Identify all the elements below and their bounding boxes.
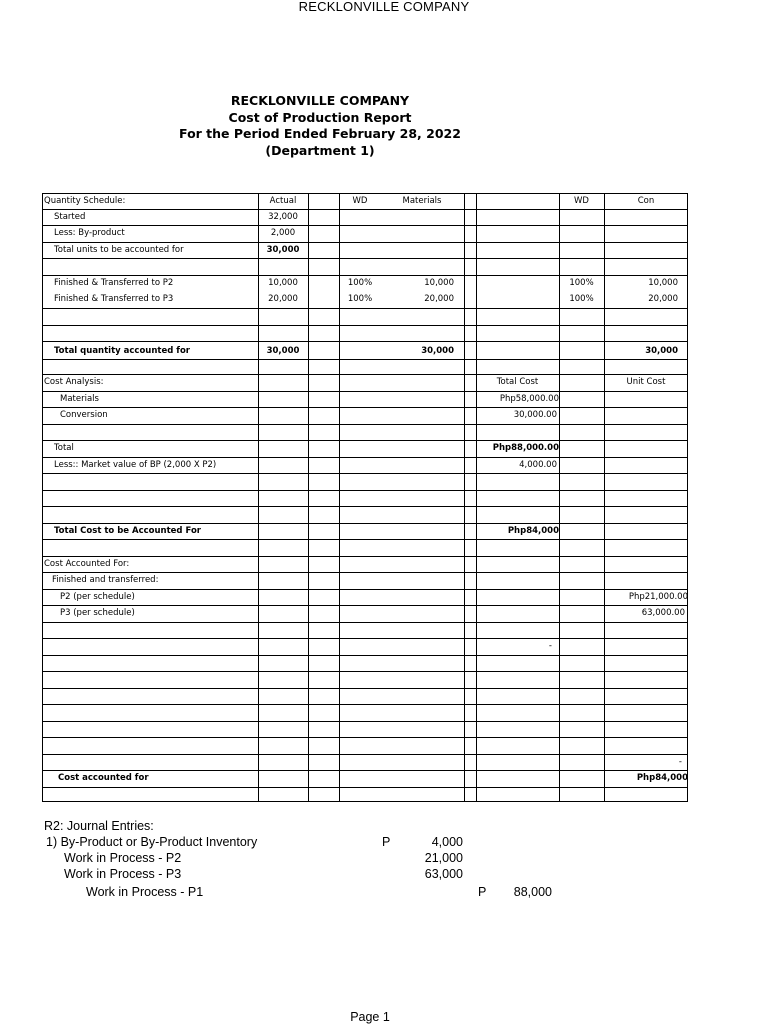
quantity-schedule-heading: Quantity Schedule:	[44, 196, 126, 206]
p3-actual: 20,000	[268, 294, 298, 304]
p2-schedule-label: P2 (per schedule)	[60, 592, 135, 602]
total-cost-to-account-label: Total Cost to be Accounted For	[54, 526, 201, 536]
cost-accounted-total-value: Php84,000	[636, 773, 688, 783]
total-quantity-accounted-label: Total quantity accounted for	[54, 346, 190, 356]
actual-header: Actual	[269, 196, 297, 206]
con-header: Con	[637, 196, 655, 206]
cost-total-label: Total	[54, 443, 74, 453]
p3-schedule-cost: 63,000.00	[641, 608, 685, 618]
credit-peso-sign: P	[478, 885, 487, 899]
p2-wd-materials: 100%	[347, 278, 373, 288]
debit-amount-wip-p2: 21,000	[424, 851, 463, 865]
p2-wd-conversion: 100%	[569, 278, 594, 288]
running-header: RECKLONVILLE COMPANY	[298, 0, 470, 14]
p3-con: 20,000	[648, 294, 678, 304]
total-quantity-materials: 30,000	[421, 346, 454, 356]
entry-byproduct-inventory: 1) By-Product or By-Product Inventory	[46, 835, 258, 849]
total-quantity-actual: 30,000	[266, 346, 300, 356]
entry-wip-p3: Work in Process - P3	[64, 867, 182, 881]
total-units-label: Total units to be accounted for	[54, 245, 184, 255]
unit-cost-header: Unit Cost	[626, 377, 666, 387]
cost-accounted-total-label: Cost accounted for	[58, 773, 149, 783]
report-name: Cost of Production Report	[228, 109, 412, 125]
materials-total-cost: Php58,000.00	[499, 394, 559, 404]
byproduct-label: Less: By-product	[54, 228, 125, 238]
cost-report-table	[42, 193, 688, 802]
total-units-actual: 30,000	[266, 245, 300, 255]
cost-analysis-heading: Cost Analysis:	[44, 377, 104, 387]
wd-conversion-header: WD	[574, 196, 589, 206]
report-department: (Department 1)	[265, 142, 375, 158]
journal-heading: R2: Journal Entries:	[44, 819, 154, 833]
conversion-label: Conversion	[60, 410, 108, 420]
materials-header: Materials	[402, 196, 442, 206]
debit-peso-sign: P	[382, 835, 391, 849]
p3-transferred-label: Finished & Transferred to P3	[54, 294, 174, 304]
total-cost-to-account-value: Php84,000	[507, 526, 559, 536]
total-quantity-con: 30,000	[645, 346, 678, 356]
company-name: RECKLONVILLE COMPANY	[230, 93, 410, 108]
p2-con: 10,000	[648, 278, 678, 288]
p2-schedule-cost: Php21,000.00	[628, 592, 688, 602]
conversion-total-cost: 30,000.00	[513, 410, 557, 420]
dash-unit-cost: -	[678, 757, 682, 767]
cost-accounted-heading: Cost Accounted For:	[44, 559, 130, 569]
total-cost-header: Total Cost	[496, 377, 539, 387]
report-period: For the Period Ended February 28, 2022	[179, 126, 461, 141]
debit-amount-byproduct: 4,000	[431, 835, 463, 849]
page-number: Page 1	[350, 1010, 390, 1024]
p2-materials: 10,000	[424, 278, 454, 288]
p3-wd-conversion: 100%	[569, 294, 594, 304]
less-market-value-label: Less:: Market value of BP (2,000 X P2)	[54, 460, 217, 470]
byproduct-actual: 2,000	[270, 228, 296, 238]
p2-transferred-label: Finished & Transferred to P2	[54, 278, 174, 288]
entry-wip-p1: Work in Process - P1	[86, 885, 204, 899]
p3-materials: 20,000	[424, 294, 454, 304]
finished-transferred-label: Finished and transferred:	[52, 575, 159, 585]
started-label: Started	[54, 212, 86, 222]
credit-amount-wip-p1: 88,000	[513, 885, 552, 899]
p3-wd-materials: 100%	[347, 294, 373, 304]
less-market-value-cost: 4,000.00	[519, 460, 557, 470]
started-actual: 32,000	[268, 212, 298, 222]
dash-total-cost: -	[548, 641, 552, 651]
wd-materials-header: WD	[352, 196, 368, 206]
entry-wip-p2: Work in Process - P2	[64, 851, 182, 865]
debit-amount-wip-p3: 63,000	[424, 867, 463, 881]
materials-label: Materials	[60, 394, 99, 404]
report-title	[100, 93, 540, 159]
p3-schedule-label: P3 (per schedule)	[60, 608, 135, 618]
p2-actual: 10,000	[268, 278, 298, 288]
cost-total-value: Php88,000.00	[492, 443, 559, 453]
